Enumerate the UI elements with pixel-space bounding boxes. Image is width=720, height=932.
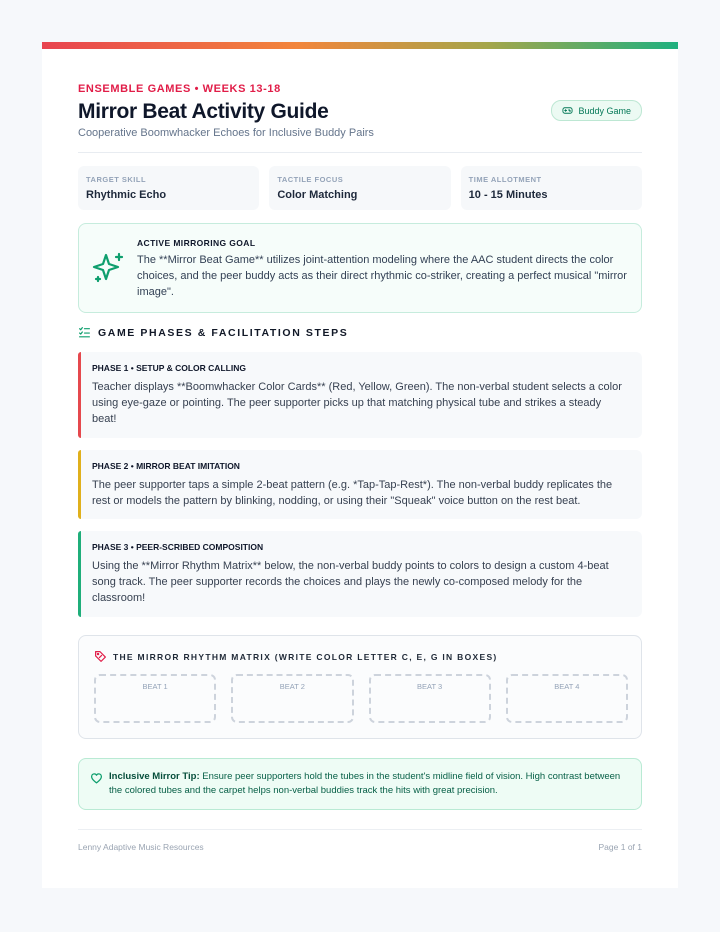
beat-label: BEAT 2 [279,682,305,691]
phase-card-1 [78,352,642,438]
beat-box-2[interactable] [231,674,353,723]
stat-label: TIME ALLOTMENT [468,175,542,184]
goal-callout [78,223,642,313]
tip-text [109,770,631,798]
beat-box-3[interactable] [369,674,491,723]
phases-section-header [78,326,348,339]
beat-box-4[interactable] [506,674,628,723]
sparkle-icon [91,250,127,286]
goal-text: The **Mirror Beat Game** utilizes joint-attention modeling where the AAC student directs the color choices, and the peer buddy acts as their direct rhythmic co-striker, creating a perfect musical "mirror image". [137,254,627,298]
gamepad-icon [562,105,573,116]
stat-card-tactile-focus [269,166,450,210]
beat-label: BEAT 3 [417,682,443,691]
phase-heading: PHASE 2 • MIRROR BEAT IMITATION [92,461,240,471]
stat-card-time-allotment [461,166,642,210]
badge-label: Buddy Game [578,105,631,116]
page-title: Mirror Beat Activity Guide [78,100,329,123]
worksheet-page [42,42,678,888]
beat-boxes [94,674,628,723]
phase-card-2 [78,450,642,519]
beat-label: BEAT 4 [554,682,580,691]
page-subtitle: Cooperative Boomwhacker Echoes for Inclusive Buddy Pairs [78,127,374,139]
phase-heading: PHASE 3 • PEER-SCRIBED COMPOSITION [92,542,264,552]
buddy-game-badge [551,100,642,121]
stat-label: TACTILE FOCUS [277,175,344,184]
rhythm-matrix [78,635,642,739]
matrix-title: THE MIRROR RHYTHM MATRIX (WRITE COLOR LETTER C, E, G IN BOXES) [113,651,498,662]
stat-value: Color Matching [277,189,358,201]
footer-divider [78,829,642,830]
gradient-top-bar [42,42,678,49]
beat-box-1[interactable] [94,674,216,723]
eyebrow-label: ENSEMBLE GAMES • WEEKS 13-18 [78,83,281,95]
phase-accent-bar [78,531,81,617]
stat-value: 10 - 15 Minutes [468,189,548,201]
phase-accent-bar [78,352,81,438]
phase-accent-bar [78,450,81,519]
matrix-header [94,650,498,663]
phase-text: Teacher displays **Boomwhacker Color Cards** (Red, Yellow, Green). The non-verbal student selects a color using eye-gaze or pointing. The peer supporter picks up that matching physical tube and strikes a steady beat! [92,381,622,425]
phase-text: Using the **Mirror Rhythm Matrix** below, the non-verbal buddy points to colors to design a custom 4-beat song track. The peer supporter records the choices and plays the newly co-composed melody for the classroom! [92,560,609,604]
footer-page-number: Page 1 of 1 [598,842,642,852]
phase-text: The peer supporter taps a simple 2-beat pattern (e.g. *Tap-Tap-Rest*). The non-verbal buddy replicates the rest or models the pattern by blinking, nodding, or using their "Squeak" voice button on the rest beat. [92,479,613,507]
tag-icon [94,650,107,663]
tip-label: Inclusive Mirror Tip: [109,771,200,782]
goal-heading: ACTIVE MIRRORING GOAL [137,238,256,248]
stat-value: Rhythmic Echo [86,189,167,201]
stat-label: TARGET SKILL [86,175,147,184]
footer-publisher: Lenny Adaptive Music Resources [78,842,204,852]
tip-callout [78,758,642,810]
beat-label: BEAT 1 [142,682,168,691]
stats-row [78,166,642,210]
tip-body: Ensure peer supporters hold the tubes in the student's midline field of vision. High contrast between the colored tubes and the carpet helps non-verbal buddies track the hits with great precision. [109,771,621,796]
section-title: GAME PHASES & FACILITATION STEPS [98,326,349,339]
stat-card-target-skill [78,166,259,210]
header-divider [78,152,642,153]
phase-card-3 [78,531,642,617]
phase-heading: PHASE 1 • SETUP & COLOR CALLING [92,363,246,373]
heart-icon [90,772,103,785]
checklist-icon [78,326,91,339]
